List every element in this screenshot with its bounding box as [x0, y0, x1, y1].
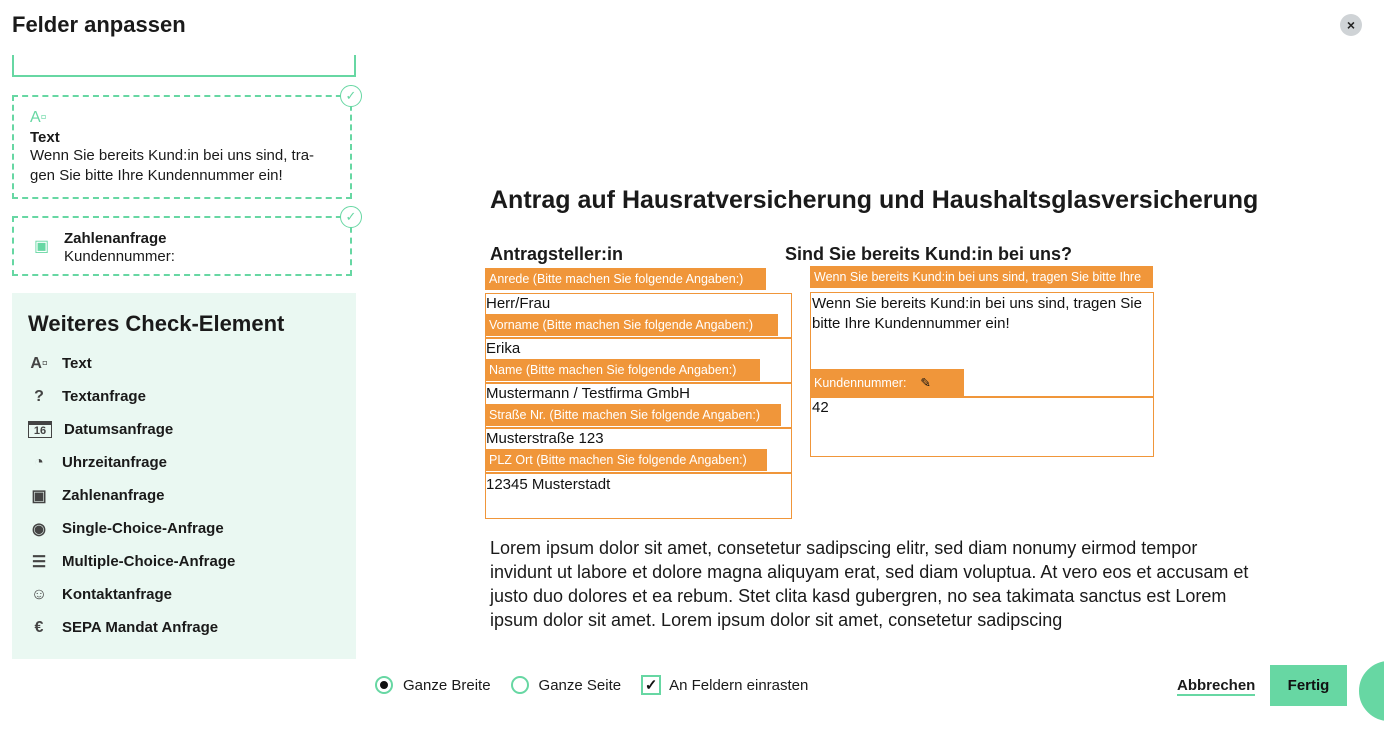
check-item-multiple-choice[interactable] — [28, 545, 340, 578]
pencil-icon[interactable]: ✎ — [920, 376, 931, 390]
checkbox-checked[interactable]: ✓ — [641, 675, 661, 695]
check-icon: ✓ — [340, 206, 362, 228]
field-value-strasse: Musterstraße 123 — [486, 430, 604, 447]
field-card-number[interactable] — [12, 209, 357, 276]
field-label-vorname[interactable]: Vorname (Bitte machen Sie folgende Angaben:) — [485, 314, 778, 336]
radio-icon: ◉ — [32, 520, 46, 538]
document-heading: Antrag auf Hausratversicherung und Haushaltsglasversicherung — [490, 186, 1259, 214]
document-preview — [373, 64, 1363, 632]
field-label-plz[interactable]: PLZ Ort (Bitte machen Sie folgende Angaben:) — [485, 449, 767, 471]
field-label-anrede[interactable]: Anrede (Bitte machen Sie folgende Angaben:) — [485, 268, 766, 290]
field-value-kunde-text: Wenn Sie bereits Kund:in bei uns sind, tragen Sie bitte Ihre Kundennummer ein! — [812, 295, 1142, 332]
list-icon: ☰ — [31, 553, 47, 571]
person-icon: ☺ — [30, 585, 48, 603]
check-item-single-choice[interactable] — [28, 512, 340, 545]
field-label-kunde-text[interactable]: Wenn Sie bereits Kund:in bei uns sind, tragen Sie bitte Ihre — [810, 266, 1153, 288]
cancel-button[interactable]: Abbrechen — [1177, 677, 1256, 694]
calendar-icon: 16 — [28, 421, 52, 438]
card-text: Wenn Sie bereits Kund:in bei uns sind, tra- gen Sie bitte Ihre Kundennummer ein! — [30, 147, 315, 184]
field-value-anrede: Herr/Frau — [486, 295, 551, 312]
check-item-textanfrage[interactable] — [28, 380, 340, 413]
close-button[interactable] — [1340, 14, 1362, 36]
field-label-name[interactable]: Name (Bitte machen Sie folgende Angaben:) — [485, 359, 760, 381]
text-icon: A▫ — [30, 109, 47, 126]
field-card-text[interactable] — [12, 88, 357, 199]
number-icon: ▣ — [31, 487, 47, 505]
field-value-kundennummer: 42 — [812, 399, 829, 416]
check-icon: ✓ — [340, 85, 362, 107]
check-item-uhrzeit[interactable] — [28, 446, 340, 479]
close-icon: × — [1346, 17, 1356, 33]
check-item-label: Multiple-Choice-Anfrage — [62, 553, 236, 570]
panel-heading: Weiteres Check-Element — [28, 311, 285, 336]
field-value-plz: 12345 Musterstadt — [486, 476, 611, 493]
field-box-kundennummer[interactable] — [810, 397, 1154, 457]
check-item-label: Kontaktanfrage — [62, 586, 173, 603]
field-label-text: Kundennummer: — [814, 376, 907, 390]
option-snap[interactable] — [641, 675, 808, 695]
number-icon: ▣ — [34, 238, 50, 255]
check-item-text[interactable] — [28, 347, 340, 380]
euro-icon: € — [34, 618, 44, 636]
text-query-icon: ? — [34, 387, 44, 405]
view-options — [375, 675, 828, 695]
card-label: Zahlenanfrage — [64, 230, 167, 247]
field-label-strasse[interactable]: Straße Nr. (Bitte machen Sie folgende Angaben:) — [485, 404, 781, 426]
field-value-vorname: Erika — [486, 340, 521, 357]
check-item-label: Text — [62, 355, 92, 372]
radio-selected[interactable] — [375, 676, 393, 694]
check-item-kontakt[interactable] — [28, 578, 340, 611]
check-item-label: Zahlenanfrage — [62, 487, 165, 504]
field-card-partial[interactable] — [12, 55, 356, 77]
done-button[interactable]: Fertig — [1270, 665, 1347, 706]
check-item-sepa[interactable] — [28, 611, 340, 644]
radio-unselected[interactable] — [511, 676, 529, 694]
dialog-title: Felder anpassen — [12, 12, 186, 37]
check-item-label: Textanfrage — [62, 388, 146, 405]
field-label-kundennummer[interactable] — [810, 369, 964, 396]
body-text: Lorem ipsum dolor sit amet, consetetur sadipscing elitr, sed diam nonumy eirmod tempor invidunt ut labore et dolore magna aliquyam erat, sed diam voluptua. At vero eos et accusam et justo duo dolores et ea rebum. Stet clita kasd gubergren, no sea takimata sanctus est Lorem ipsum dolor sit amet. Lorem ipsum dolor sit amet, consetetur sadipscing — [490, 538, 1249, 630]
check-item-label: Datumsanfrage — [64, 421, 174, 438]
left-panel — [0, 55, 372, 670]
check-item-label: SEPA Mandat Anfrage — [62, 619, 219, 636]
clock-icon: ◔ — [34, 453, 44, 471]
text-icon: A▫ — [30, 354, 48, 372]
check-item-zahlen[interactable] — [28, 479, 340, 512]
right-subheading: Sind Sie bereits Kund:in bei uns? — [785, 244, 1073, 264]
card-label: Text — [30, 129, 60, 146]
option-label: Ganze Seite — [538, 676, 622, 694]
check-element-panel — [12, 293, 356, 659]
check-item-label: Single-Choice-Anfrage — [62, 520, 224, 537]
left-subheading: Antragsteller:in — [490, 244, 624, 264]
option-label: Ganze Breite — [403, 676, 491, 694]
option-label: An Feldern einrasten — [669, 676, 809, 694]
card-text: Kundennummer: — [64, 248, 175, 265]
option-full-page[interactable] — [511, 676, 622, 694]
check-item-label: Uhrzeitanfrage — [62, 454, 168, 471]
field-value-name: Mustermann / Testfirma GmbH — [486, 385, 690, 402]
option-full-width[interactable] — [375, 676, 491, 694]
chat-icon[interactable] — [1356, 658, 1384, 724]
check-item-datum[interactable] — [28, 413, 340, 446]
